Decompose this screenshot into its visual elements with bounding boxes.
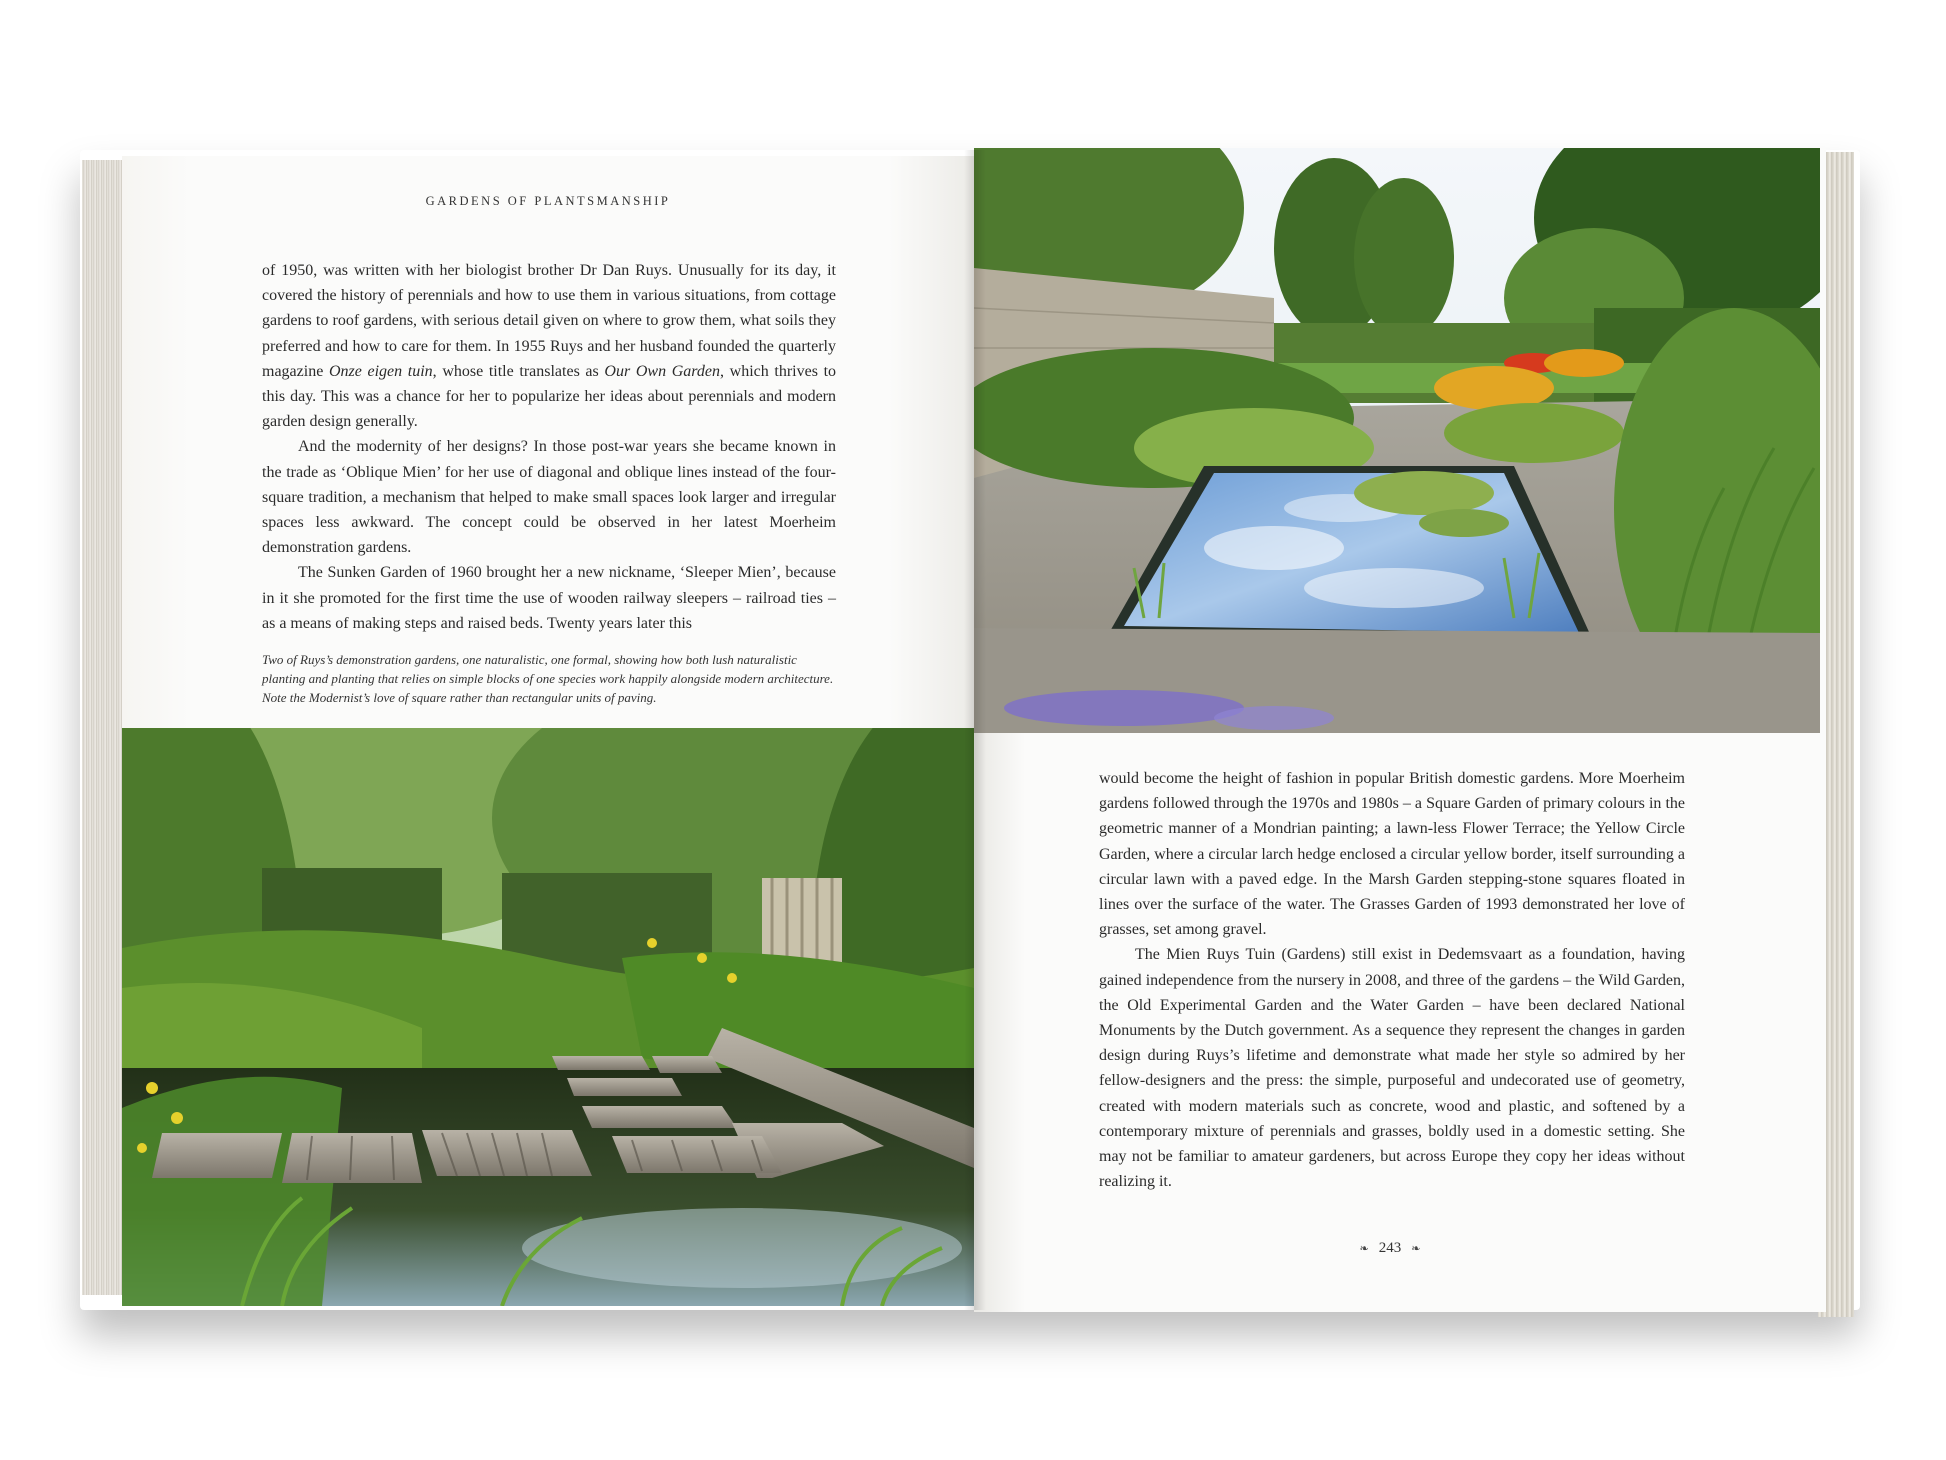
photo-water-garden-stepping-stones	[122, 728, 974, 1306]
body-paragraph	[262, 560, 836, 636]
folio-ornament-left: ❧	[1359, 1243, 1369, 1255]
text-run: would become the height of fashion in popular British domestic gardens. More Moerheim gardens followed through the 1970s and 1980s – a Square Garden of primary colours in the geometric manner of a Mondrian painting; a lawn-less Flower Terrace; the Yellow Circle Garden, where a circular larch hedge enclosed a circular yellow border, itself surrounding a circular lawn with a paved edge. In the Marsh Garden stepping-stone squares floated in lines over the surface of the water. The Grasses Garden of 1993 demonstrated her love of grasses, set among gravel.	[1099, 770, 1685, 939]
folio-number: 243	[1378, 1240, 1402, 1256]
italic-title: Our Own Garden	[604, 362, 721, 380]
right-body-text	[1099, 766, 1685, 1194]
text-run: of 1950, was written with her biologist brother Dr Dan Ruys. Unusually for its day, it covered the history of perennials and how to use them in various situations, from cottage gardens to roof gardens, with serious detail given on where to grow them, what soils they preferred and how to care for them. In 1955 Ruys and her husband founded the quarterly magazine	[262, 262, 836, 380]
folio-ornament-right: ❧	[1411, 1243, 1421, 1255]
body-paragraph	[1099, 766, 1685, 942]
page-number	[1280, 1240, 1500, 1257]
text-run: And the modernity of her designs? In those post-war years she became known in the trade as ‘Oblique Mien’ for her use of diagonal and oblique lines instead of the four-square tradition, a mechanism that helped to make small spaces look larger and irregular spaces less awkward. The concept could be observed in her latest Moerheim demonstration gardens.	[262, 438, 836, 557]
text-run: The Mien Ruys Tuin (Gardens) still exist in Dedemsvaart as a foundation, having gained independence from the nursery in 2008, and three of the gardens – the Wild Garden, the Old Experimental Garden and the Water Garden – have been declared National Monuments by the Dutch government. As a sequence they represent the changes in garden design during Ruys’s lifetime and demonstrate what made her style so admired by her fellow-designers and the press: the simple, purposeful and undecorated use of geometry, created with modern materials such as concrete, wood and plastic, and softened by a contemporary mixture of perennials and grasses, boldly used in a domestic setting. She may not be familiar to amateur gardeners, but across Europe they copy her ideas without realizing it.	[1099, 946, 1685, 1191]
photo-caption: Two of Ruys’s demonstration gardens, one naturalistic, one formal, showing how both lush naturalistic planting and planting that relies on simple blocks of one species work happily alongside modern architecture. Note the Modernist’s love of square rather than rectangular units of paving.	[262, 652, 834, 705]
running-head: GARDENS OF PLANTSMANSHIP	[425, 194, 671, 208]
body-paragraph	[1099, 942, 1685, 1194]
body-paragraph	[262, 258, 836, 434]
text-run: The Sunken Garden of 1960 brought her a new nickname, ‘Sleeper Mien’, because in it she promoted for the first time the use of wooden railway sleepers – railroad ties – as a means of making steps and raised beds. Twenty years later this	[262, 564, 836, 632]
italic-title: Onze eigen tuin	[328, 362, 433, 380]
photo-formal-square-pool	[974, 148, 1820, 733]
left-body-text	[262, 258, 836, 636]
body-paragraph	[262, 434, 836, 560]
text-run: , whose title translates as	[432, 362, 605, 380]
text-run: , which thrives to this day. This was a chance for her to popularize her ideas about perennials and modern garden design generally.	[262, 362, 837, 431]
book-gutter	[964, 150, 986, 1310]
